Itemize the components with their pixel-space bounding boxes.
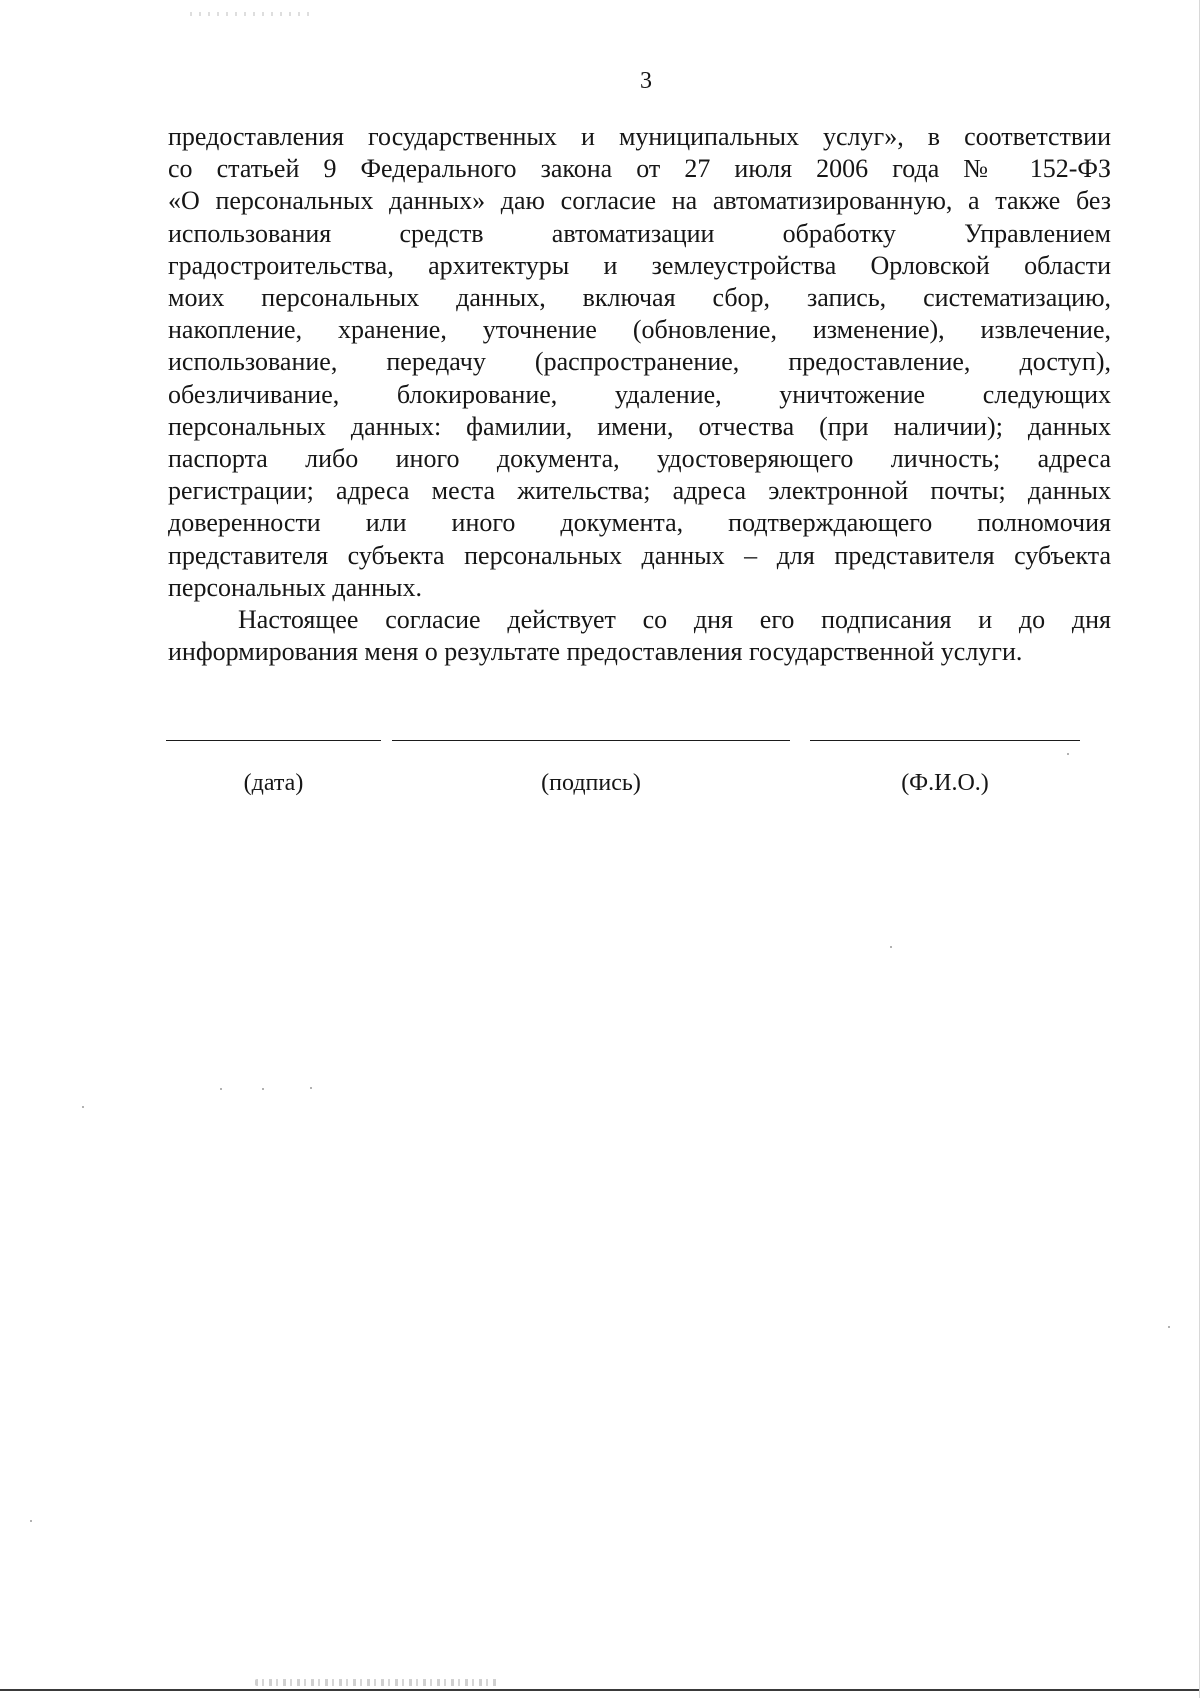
text-line: доверенности или иного документа, подтверждающего полномочия: [168, 508, 1111, 538]
date-underline: [166, 740, 381, 741]
text-line: использование, передачу (распространение, предоставление, доступ),: [168, 347, 1111, 377]
text-line: регистрации; адреса места жительства; адреса электронной почты; данных: [168, 476, 1111, 506]
name-caption: (Ф.И.О.): [901, 770, 989, 796]
consent-paragraph-1: [168, 121, 1111, 604]
scan-speck: [310, 1087, 312, 1089]
page-number: 3: [640, 68, 652, 94]
text-line: представителя субъекта персональных данных – для представителя субъекта: [168, 540, 1111, 570]
text-line: персональных данных: фамилии, имени, отчества (при наличии); данных: [168, 411, 1111, 441]
signature-block: [0, 740, 1200, 800]
text-line: моих персональных данных, включая сбор, запись, систематизацию,: [168, 283, 1111, 313]
text-line: накопление, хранение, уточнение (обновление, изменение), извлечение,: [168, 315, 1111, 345]
text-line: Настоящее согласие действует со дня его подписания и до дня: [238, 605, 1111, 635]
text-line: персональных данных.: [168, 572, 422, 602]
text-line: градостроительства, архитектуры и землеустройства Орловской области: [168, 250, 1111, 280]
text-line: со статьей 9 Федерального закона от 27 июля 2006 года № 152-ФЗ: [168, 154, 1111, 184]
scan-noise-bottom: [255, 1679, 500, 1686]
scan-noise-top: [190, 12, 310, 16]
scan-speck: [30, 1520, 32, 1522]
date-field[interactable]: [166, 740, 381, 796]
text-line: паспорта либо иного документа, удостоверяющего личность; адреса: [168, 444, 1111, 474]
consent-paragraph-2: [168, 604, 1111, 668]
text-line: обезличивание, блокирование, удаление, уничтожение следующих: [168, 379, 1111, 409]
date-caption: (дата): [243, 770, 304, 796]
scan-speck: [82, 1106, 84, 1108]
scan-speck: [890, 946, 892, 948]
text-line: информирования меня о результате предоставления государственной услуги.: [168, 637, 1023, 667]
scan-speck: [1067, 753, 1069, 755]
signature-field[interactable]: [392, 740, 790, 796]
scan-speck: [220, 1088, 222, 1090]
page-bottom-edge: [0, 1689, 1200, 1691]
name-field[interactable]: [810, 740, 1080, 796]
signature-underline: [392, 740, 790, 741]
signature-caption: (подпись): [541, 770, 641, 796]
text-line: «О персональных данных» даю согласие на автоматизированную, а также без: [168, 186, 1111, 216]
text-line: предоставления государственных и муниципальных услуг», в соответствии: [168, 122, 1111, 151]
name-underline: [810, 740, 1080, 741]
scan-speck: [1168, 1326, 1170, 1328]
text-line: использования средств автоматизации обработку Управлением: [168, 218, 1111, 248]
scan-speck: [262, 1088, 264, 1090]
consent-text: [168, 121, 1111, 668]
